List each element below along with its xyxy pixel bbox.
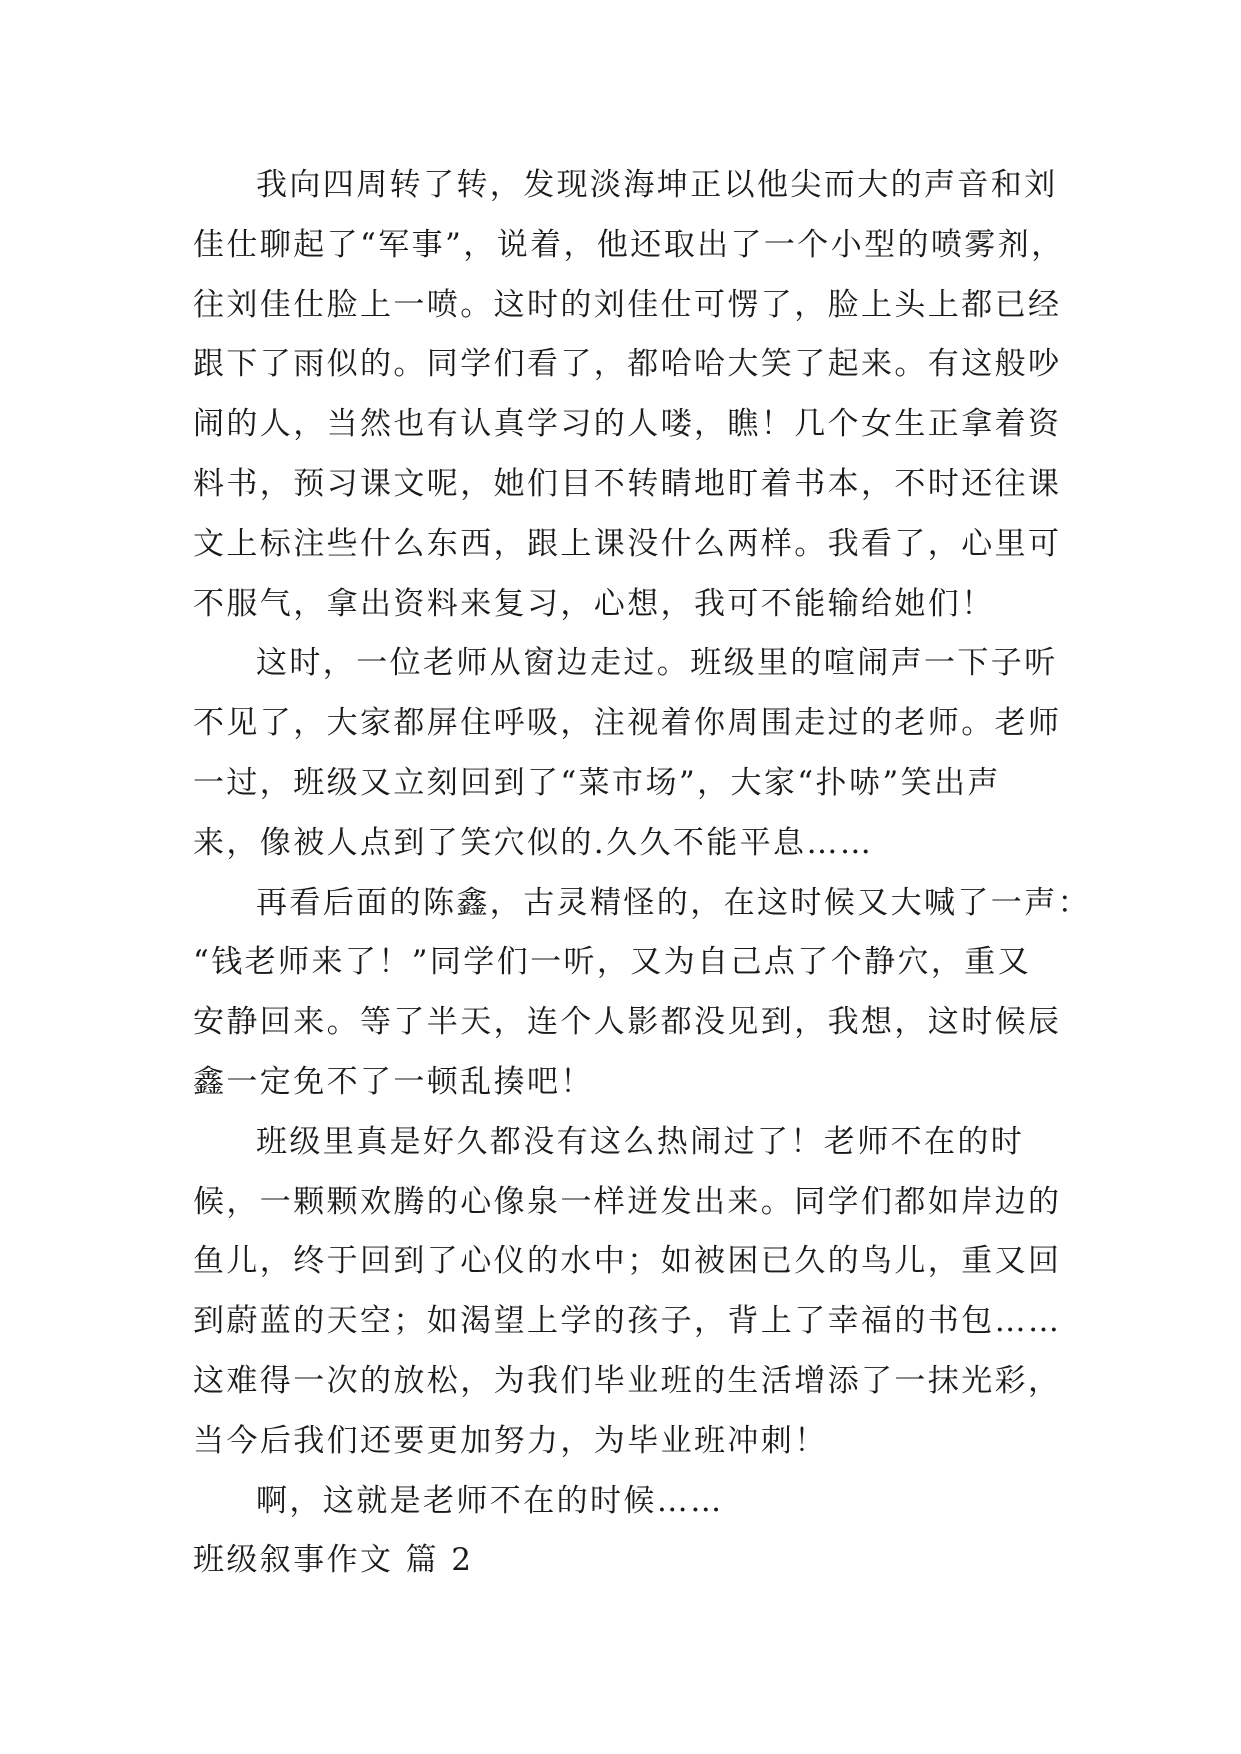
text-line: 当今后我们还要更加努力，为毕业班冲刺！ (193, 1422, 828, 1459)
text-line: 啊，这就是老师不在的时候…… (256, 1482, 724, 1519)
text-line: 这难得一次的放松，为我们毕业班的生活增添了一抹光彩， (193, 1362, 1062, 1399)
text-line: 鱼儿，终于回到了心仪的水中；如被困已久的鸟儿，重又回 (193, 1243, 1062, 1280)
text-line: 不服气，拿出资料来复习，心想，我可不能输给她们！ (193, 585, 995, 622)
text-line: 闹的人，当然也有认真学习的人喽，瞧！几个女生正拿着资 (193, 406, 1062, 443)
paragraph-4 (193, 1113, 1063, 1472)
text-line: 一过，班级又立刻回到了“菜市场”，大家“扑哧”笑出声 (193, 764, 1001, 801)
text-line: 鑫一定免不了一顿乱揍吧！ (193, 1063, 594, 1100)
text-line: 候，一颗颗欢腾的心像泉一样迸发出来。同学们都如岸边的 (193, 1183, 1062, 1220)
document-body (193, 156, 1091, 1591)
text-line: 往刘佳仕脸上一喷。这时的刘佳仕可愣了，脸上头上都已经 (193, 286, 1062, 323)
text-line: 再看后面的陈鑫，古灵精怪的，在这时候又大喊了一声： (256, 884, 1091, 921)
text-line: 料书，预习课文呢，她们目不转睛地盯着书本，不时还往课 (193, 465, 1062, 502)
paragraph-5 (193, 1472, 1063, 1532)
text-line: 安静回来。等了半天，连个人影都没见到，我想，这时候辰 (193, 1004, 1062, 1041)
text-line: 到蔚蓝的天空；如渴望上学的孩子，背上了幸福的书包…… (193, 1303, 1062, 1340)
text-line: 不见了，大家都屏住呼吸，注视着你周围走过的老师。老师 (193, 705, 1062, 742)
text-line: 来，像被人点到了笑穴似的.久久不能平息…… (193, 824, 874, 861)
text-line: “钱老师来了！”同学们一听，又为自己点了个静穴，重又 (193, 944, 1032, 981)
paragraph-2 (193, 634, 1063, 873)
paragraph-1 (193, 156, 1063, 634)
text-line: 文上标注些什么东西，跟上课没什么两样。我看了，心里可 (193, 525, 1062, 562)
section-heading: 班级叙事作文 篇 2 (193, 1542, 474, 1579)
text-line: 班级里真是好久都没有这么热闹过了！老师不在的时 (256, 1123, 1025, 1160)
text-line: 这时，一位老师从窗边走过。班级里的喧闹声一下子听 (256, 645, 1058, 682)
text-line: 我向四周转了转，发现淡海坤正以他尖而大的声音和刘 (256, 167, 1058, 203)
paragraph-3 (193, 874, 1091, 1113)
text-line: 跟下了雨似的。同学们看了，都哈哈大笑了起来。有这般吵 (193, 346, 1062, 383)
text-line: 佳仕聊起了“军事”，说着，他还取出了一个小型的喷雾剂， (193, 226, 1065, 263)
